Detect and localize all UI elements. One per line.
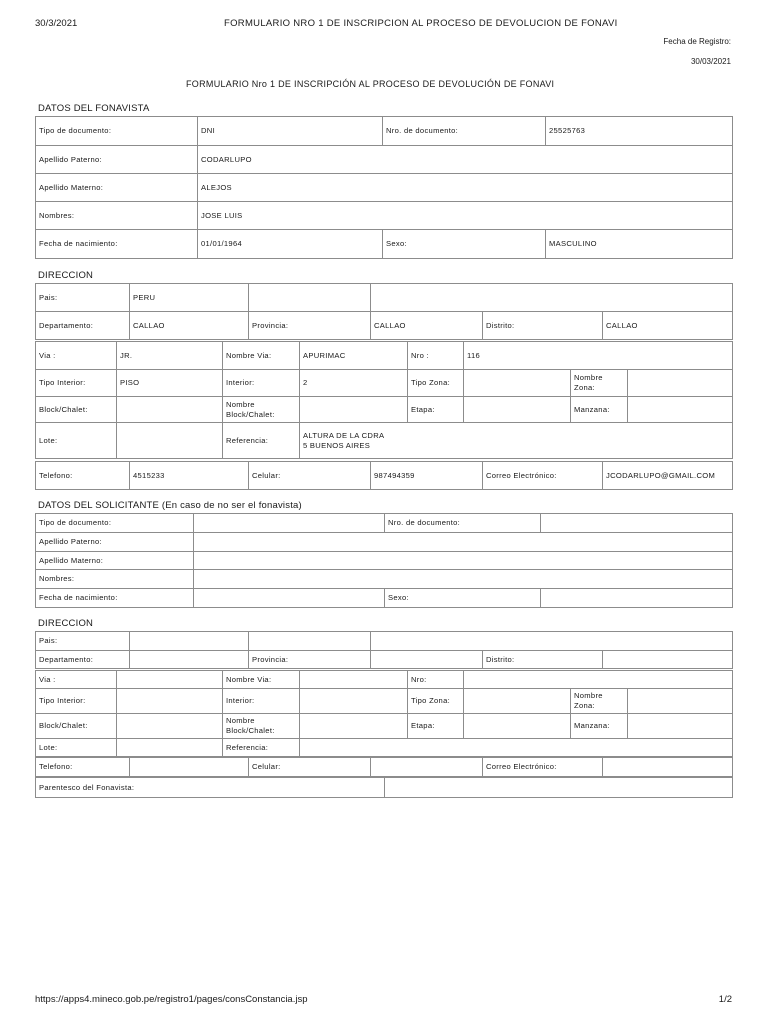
label-etapa: Etapa: [408,397,464,423]
empty-cell [194,514,385,533]
empty-cell [249,284,371,312]
value-lote [117,423,223,459]
value-departamento: CALLAO [130,312,249,340]
print-title: FORMULARIO NRO 1 DE INSCRIPCION AL PROCESO DE DEVOLUCION DE FONAVI [224,18,618,29]
registro-date: 30/03/2021 [690,57,731,66]
value-interior: 2 [300,370,408,397]
empty-cell [130,632,249,651]
section-solicitante: DATOS DEL SOLICITANTE (En caso de no ser el fonavista) [38,500,302,511]
label-block-2: Block/Chalet: [36,714,117,739]
empty-cell [464,714,571,739]
direccion-table-1 [35,283,733,340]
value-tipo-interior: PISO [117,370,223,397]
empty-cell [371,651,483,669]
label-pais-2: Pais: [36,632,130,651]
label-correo-2: Correo Electrónico: [483,758,603,777]
label-referencia-2: Referencia: [223,739,300,757]
solicitante-table [35,513,733,608]
empty-cell [117,689,223,714]
label-ap-materno: Apellido Materno: [36,174,198,202]
label-provincia: Provincia: [249,312,371,340]
label-nro: Nro : [408,342,464,370]
label-nro-doc: Nro. de documento: [383,117,546,146]
label-sol-nacimiento: Fecha de nacimiento: [36,589,194,608]
value-etapa [464,397,571,423]
label-sol-ap-materno: Apellido Materno: [36,552,194,570]
parentesco-table [35,777,733,798]
empty-cell [628,689,733,714]
empty-cell [300,714,408,739]
value-tipo-zona [464,370,571,397]
label-telefono-2: Telefono: [36,758,130,777]
section-direccion-2: DIRECCION [38,618,94,629]
direccion-table-2 [35,341,733,459]
label-nombres: Nombres: [36,202,198,230]
print-date: 30/3/2021 [35,18,78,29]
label-nombre-block: Nombre Block/Chalet: [223,397,300,423]
label-sol-ap-paterno: Apellido Paterno: [36,533,194,552]
empty-cell [194,533,733,552]
empty-cell [249,632,371,651]
label-parentesco: Parentesco del Fonavista: [36,778,385,798]
value-ap-paterno: CODARLUPO [198,146,733,174]
label-celular-2: Celular: [249,758,371,777]
label-tipo-doc: Tipo de documento: [36,117,198,146]
empty-cell [464,689,571,714]
label-lote-2: Lote: [36,739,117,757]
label-interior: Interior: [223,370,300,397]
label-tipo-interior-2: Tipo Interior: [36,689,117,714]
empty-cell [541,589,733,608]
value-manzana [628,397,733,423]
label-nombre-via-2: Nombre Via: [223,671,300,689]
label-departamento: Departamento: [36,312,130,340]
empty-cell [117,671,223,689]
label-telefono: Telefono: [36,462,130,490]
label-nombre-block-2: Nombre Block/Chalet: [223,714,300,739]
empty-cell [300,671,408,689]
label-tipo-zona-2: Tipo Zona: [408,689,464,714]
label-interior-2: Interior: [223,689,300,714]
empty-cell [194,570,733,589]
value-nacimiento: 01/01/1964 [198,230,383,259]
label-celular: Celular: [249,462,371,490]
label-via-2: Via : [36,671,117,689]
label-departamento-2: Departamento: [36,651,130,669]
label-nacimiento: Fecha de nacimiento: [36,230,198,259]
empty-cell [464,671,733,689]
empty-cell [541,514,733,533]
value-distrito: CALLAO [603,312,733,340]
value-nombres: JOSE LUIS [198,202,733,230]
label-block: Block/Chalet: [36,397,117,423]
referencia-line-1: ALTURA DE LA CDRA [303,430,385,440]
label-distrito: Distrito: [483,312,603,340]
value-nro: 116 [464,342,733,370]
direccion2-table-2 [35,670,733,757]
value-nro-doc: 25525763 [546,117,733,146]
value-provincia: CALLAO [371,312,483,340]
empty-cell [628,714,733,739]
value-sexo: MASCULINO [546,230,733,259]
fonavista-table [35,116,733,259]
value-tipo-doc: DNI [198,117,383,146]
form-title: FORMULARIO Nro 1 DE INSCRIPCIÓN AL PROCESO DE DEVOLUCIÓN DE FONAVI [186,79,555,89]
label-sexo: Sexo: [383,230,546,259]
page-number: 1/2 [718,994,732,1005]
value-pais: PERU [130,284,249,312]
empty-cell [371,632,733,651]
label-distrito-2: Distrito: [483,651,603,669]
registro-label: Fecha de Registro: [663,37,731,46]
label-sol-nro-doc: Nro. de documento: [385,514,541,533]
empty-cell [130,651,249,669]
empty-cell [300,689,408,714]
label-tipo-zona: Tipo Zona: [408,370,464,397]
label-sol-nombres: Nombres: [36,570,194,589]
label-pais: Pais: [36,284,130,312]
value-nombre-via: APURIMAC [300,342,408,370]
label-ap-paterno: Apellido Paterno: [36,146,198,174]
label-nombre-via: Nombre Via: [223,342,300,370]
contacto-table-2 [35,757,733,777]
empty-cell [371,758,483,777]
empty-cell [117,739,223,757]
section-direccion: DIRECCION [38,270,94,281]
contacto-table-1 [35,461,733,490]
empty-cell [194,589,385,608]
value-nombre-block [300,397,408,423]
label-tipo-interior: Tipo Interior: [36,370,117,397]
empty-cell [300,739,733,757]
value-block [117,397,223,423]
empty-cell [117,714,223,739]
value-celular: 987494359 [371,462,483,490]
empty-cell [194,552,733,570]
label-via: Via : [36,342,117,370]
label-manzana-2: Manzana: [571,714,628,739]
label-correo: Correo Electrónico: [483,462,603,490]
label-sol-sexo: Sexo: [385,589,541,608]
label-nombre-zona-2: Nombre Zona: [571,689,628,714]
empty-cell [385,778,733,798]
empty-cell [371,284,733,312]
label-lote: Lote: [36,423,117,459]
value-ap-materno: ALEJOS [198,174,733,202]
label-manzana: Manzana: [571,397,628,423]
label-etapa-2: Etapa: [408,714,464,739]
print-url: https://apps4.mineco.gob.pe/registro1/pages/consConstancia.jsp [35,994,308,1005]
empty-cell [130,758,249,777]
empty-cell [603,758,733,777]
label-referencia: Referencia: [223,423,300,459]
referencia-line-2: 5 BUENOS AIRES [303,440,371,450]
value-telefono: 4515233 [130,462,249,490]
label-nro-2: Nro: [408,671,464,689]
label-nombre-zona: Nombre Zona: [571,370,628,397]
value-nombre-zona [628,370,733,397]
direccion2-table-1 [35,631,733,669]
section-fonavista: DATOS DEL FONAVISTA [38,103,150,114]
value-via: JR. [117,342,223,370]
empty-cell [603,651,733,669]
label-provincia-2: Provincia: [249,651,371,669]
value-correo: JCODARLUPO@GMAIL.COM [603,462,733,490]
label-sol-tipo-doc: Tipo de documento: [36,514,194,533]
value-referencia [300,423,733,459]
